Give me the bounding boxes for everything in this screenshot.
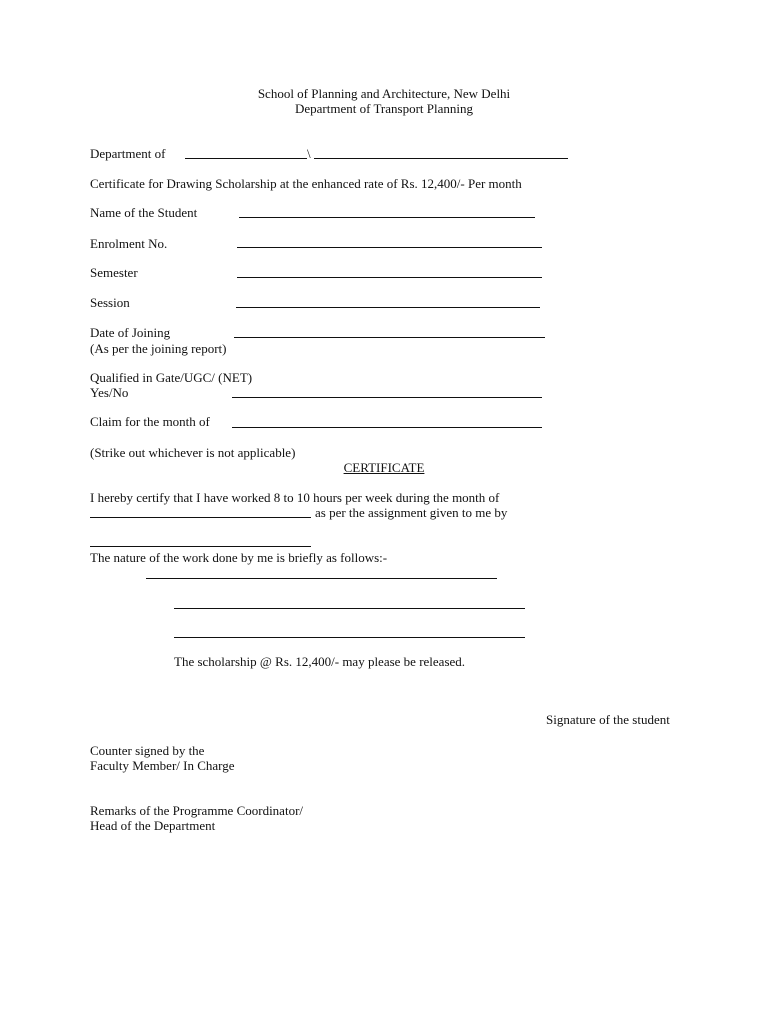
remarks-line-1: Remarks of the Programme Coordinator/: [90, 803, 304, 818]
counter-signed-line-2: Faculty Member/ In Charge: [90, 758, 235, 773]
month-blank[interactable]: [90, 517, 311, 518]
claim-month-label: Claim for the month of: [90, 414, 210, 429]
institution-name: School of Planning and Architecture, New Delhi: [257, 86, 511, 101]
claim-month-blank[interactable]: [232, 427, 542, 428]
assigned-by-blank[interactable]: [90, 546, 311, 547]
semester-label: Semester: [90, 265, 138, 280]
counter-signed-line-1: Counter signed by the: [90, 743, 205, 758]
joining-report-note: (As per the joining report): [90, 341, 227, 356]
department-blank-1[interactable]: [185, 158, 307, 159]
certificate-heading: CERTIFICATE: [343, 460, 425, 475]
enrolment-label: Enrolment No.: [90, 236, 168, 251]
work-blank-1[interactable]: [146, 578, 497, 579]
work-blank-2[interactable]: [174, 608, 525, 609]
certificate-rate-line: Certificate for Drawing Scholarship at the enhanced rate of Rs. 12,400/- Per month: [90, 176, 522, 191]
certify-line-2: as per the assignment given to me by: [315, 505, 508, 520]
strike-out-note: (Strike out whichever is not applicable): [90, 445, 296, 460]
qualified-blank[interactable]: [232, 397, 542, 398]
release-statement: The scholarship @ Rs. 12,400/- may please be released.: [174, 654, 466, 669]
qualified-label: Qualified in Gate/UGC/ (NET): [90, 370, 253, 385]
department-of-label: Department of: [90, 146, 166, 161]
work-blank-3[interactable]: [174, 637, 525, 638]
date-of-joining-label: Date of Joining: [90, 325, 171, 340]
student-name-label: Name of the Student: [90, 205, 198, 220]
session-blank[interactable]: [236, 307, 540, 308]
student-name-blank[interactable]: [239, 217, 535, 218]
certify-line-1: I hereby certify that I have worked 8 to 10 hours per week during the month of: [90, 490, 500, 505]
department-blank-2[interactable]: [314, 158, 568, 159]
date-of-joining-blank[interactable]: [234, 337, 545, 338]
department-separator: \: [307, 146, 311, 161]
student-signature-label: Signature of the student: [546, 712, 670, 727]
nature-of-work-label: The nature of the work done by me is briefly as follows:-: [90, 550, 388, 565]
department-name: Department of Transport Planning: [294, 101, 473, 116]
semester-blank[interactable]: [237, 277, 542, 278]
session-label: Session: [90, 295, 130, 310]
remarks-line-2: Head of the Department: [90, 818, 216, 833]
enrolment-blank[interactable]: [237, 247, 542, 248]
yes-no-label: Yes/No: [90, 385, 129, 400]
